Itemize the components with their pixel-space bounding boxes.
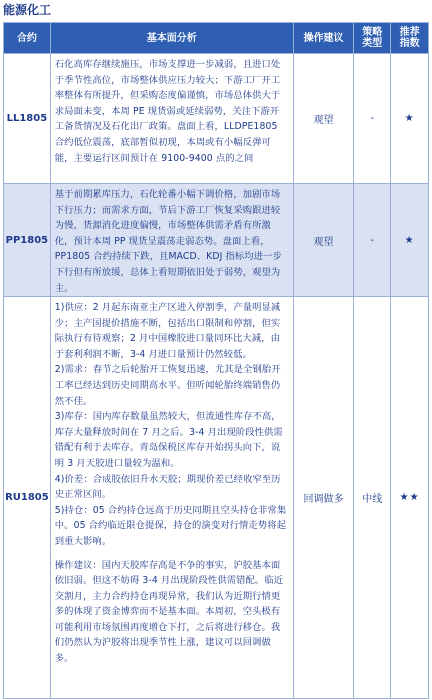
header-rating (391, 23, 428, 53)
strategy-cell: - (354, 54, 391, 183)
contract-cell: RU1805 (4, 297, 51, 698)
spread-paragraph: 4)价差：合成胶依旧升水天胶；期现价差已经收窄至历史正常区间。 (54, 473, 281, 501)
advice-paragraph: 操作建议：国内天胶库存高是不争的事实，沪胶基本面依旧弱。但这不妨碍 3-4 月出现阶段性供需错配。临近交割月，主力合约持仓再现异常，我们认为近期行情更多的体现了资金博弈而不是基本面。本周初，空头极有可能利用市场氛围再度增仓下打，之后将进行移仓。我们仍然认为沪胶将出现季节性上涨，建议可以回调做多。 (54, 559, 284, 665)
header-advice: 操作建议 (294, 23, 355, 53)
rating-cell: ★★ (399, 492, 420, 503)
rating-cell: ★ (404, 234, 415, 246)
demand-paragraph: 2)需求：春节之后轮胎开工恢复迅速，尤其是全钢胎开工率已经达到历史同期高水平。但听闻轮胎终端销售仍然不佳。 (54, 364, 281, 407)
analysis-cell: 基于前期累库压力，石化轮番小幅下调价格，加剧市场下行压力；而需求方面，节后下游工厂恢复采购跟进较为慢，货源消化进度偏慢，市场整体供需矛盾有所激化，预计本周 PP 现货呈震荡走弱态势。盘面上看，PP1805 合约持续下跌，且MACD、KDJ 指标均进一步下行但有所放缓，总体上看短期依旧处于弱势，观望为主。 (51, 184, 294, 296)
strategy-cell: - (354, 184, 391, 296)
table-row (4, 53, 428, 183)
table-header-row (4, 23, 428, 53)
section-title: 能源化工 (3, 3, 52, 17)
header-strategy-line2: 类型 (362, 38, 383, 49)
header-contract: 合约 (4, 23, 51, 53)
analysis-cell: 石化高库存继续施压，市场支撑进一步减弱，且进口处于季节性高位，市场整体供应压力较大；下游工厂开工率整体有所提升，但采购态度偏谨慎，市场总体供大于求局面未变，本周 PE 现货弱或延续弱势，关注下游开工备货情况及石化出厂政策。盘面上看，LLDPE1805 合约低位震荡，底部暂似初现，本周或有小幅反弹可能，主要运行区间预计在 9100-9400 点的之间 (51, 54, 294, 183)
advice-cell: 回调做多 (294, 297, 355, 698)
analysis-cell (51, 297, 294, 698)
position-paragraph: 5)持仓：05 合约持仓远高于历史同期且空头持仓非常集中。05 合约临近限仓提保，持仓的演变对行情走势将起到重大影响。 (54, 504, 287, 547)
header-analysis: 基本面分析 (51, 23, 294, 53)
supply-paragraph: 1)供应：2 月起东南亚主产区进入停割季，产量明显减少；主产国提价措施不断，包括出口限制和停割，但实际执行有待观察；2 月中国橡胶进口量同环比大减，由于套利利润不断，3-4 月进口量预计仍然较低。 (54, 302, 281, 360)
table-row (4, 296, 428, 698)
header-strategy-line1: 策略 (362, 27, 383, 38)
contract-cell: PP1805 (4, 184, 51, 296)
advice-cell: 观望 (294, 184, 355, 296)
header-rating-line2: 指数 (399, 38, 420, 49)
advice-cell: 观望 (294, 54, 355, 183)
strategy-cell: 中线 (354, 297, 391, 698)
strategy-table (3, 22, 429, 699)
header-strategy (354, 23, 391, 53)
contract-cell: LL1805 (4, 54, 51, 183)
header-rating-line1: 推荐 (399, 27, 420, 38)
table-row (4, 183, 428, 296)
paragraph-gap (55, 550, 289, 558)
rating-cell: ★ (404, 113, 415, 124)
inventory-paragraph: 3)库存：国内库存数量虽然较大，但流通性库存不高，库存大量释放时间在 7 月之后。3-4 月出现阶段性供需错配有利于去库存。青岛保税区库存开始拐头向下，说明 3 月天胶进口量较为温和。 (54, 411, 283, 469)
